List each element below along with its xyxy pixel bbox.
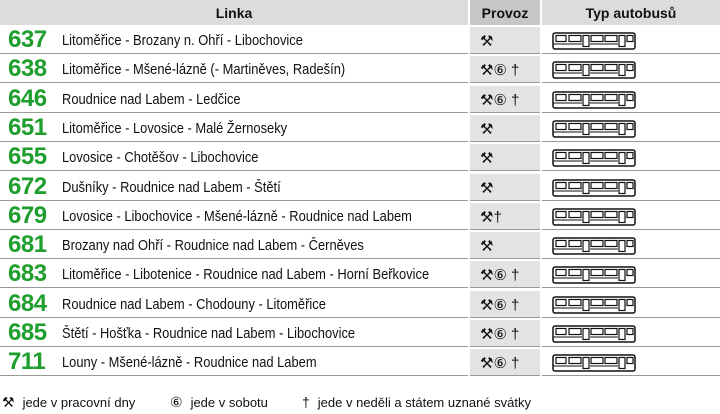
table-row	[0, 232, 720, 259]
table-row	[0, 115, 720, 142]
line-cell	[0, 56, 468, 83]
provoz-cell	[470, 291, 540, 318]
route-text: Dušníky - Roudnice nad Labem - Štětí	[62, 178, 281, 196]
provoz-symbols: ⚒	[480, 179, 494, 197]
route-text: Litoměřice - Libotenice - Roudnice nad Labem - Horní Beřkovice	[62, 266, 430, 284]
route-text: Lovosice - Libochovice - Mšené-lázně - Roudnice nad Labem	[62, 207, 412, 225]
bus-icon	[552, 266, 636, 284]
line-cell	[0, 115, 468, 142]
provoz-cell	[470, 320, 540, 347]
line-cell	[0, 349, 468, 376]
line-number: 711	[8, 348, 46, 376]
line-number: 637	[8, 26, 47, 53]
route-text: Roudnice nad Labem - Chodouny - Litoměřice	[62, 295, 326, 313]
bus-icon	[552, 149, 636, 167]
route-text: Roudnice nad Labem - Ledčice	[62, 90, 241, 108]
bus-type-cell	[542, 232, 720, 259]
provoz-cell	[470, 203, 540, 230]
line-cell	[0, 144, 468, 171]
line-number: 684	[8, 289, 47, 317]
route-text: Litoměřice - Mšené-lázně (- Martiněves, Radešín)	[62, 61, 346, 79]
route-text: Brozany nad Ohří - Roudnice nad Labem - Černěves	[62, 237, 364, 255]
line-number: 681	[8, 231, 47, 259]
provoz-symbols: ⚒	[480, 150, 494, 168]
bus-type-cell	[542, 86, 720, 113]
bus-type-cell	[542, 144, 720, 171]
table-row	[0, 86, 720, 113]
provoz-cell	[470, 261, 540, 288]
line-number: 655	[8, 143, 47, 171]
provoz-symbols: ⚒	[480, 33, 494, 50]
line-cell	[0, 86, 468, 113]
provoz-symbols: ⚒⑥ †	[480, 355, 520, 373]
bus-icon	[552, 61, 636, 79]
provoz-symbols: ⚒⑥ †	[480, 91, 520, 109]
legend-text: jede v sobotu	[190, 395, 268, 410]
line-number: 646	[8, 84, 47, 112]
bus-type-cell	[542, 291, 720, 318]
line-number: 651	[8, 113, 47, 141]
line-cell	[0, 232, 468, 259]
legend-text: jede v neděli a státem uznané svátky	[317, 395, 531, 410]
legend-item-sunday	[302, 392, 531, 413]
provoz-cell	[470, 144, 540, 171]
table-row	[0, 174, 720, 201]
table-row	[0, 27, 720, 54]
bus-type-cell	[542, 27, 720, 54]
line-cell	[0, 174, 468, 201]
bus-icon	[552, 179, 636, 197]
table-row	[0, 349, 720, 376]
provoz-cell	[470, 232, 540, 259]
legend-item-saturday	[170, 392, 268, 413]
header-typ-autobusu: Typ autobusů	[542, 0, 720, 25]
cross-icon: †	[302, 394, 310, 410]
line-number: 685	[8, 319, 47, 346]
table-row	[0, 56, 720, 83]
route-text: Litoměřice - Lovosice - Malé Žernoseky	[62, 119, 288, 137]
table-row	[0, 144, 720, 171]
line-cell	[0, 320, 468, 347]
provoz-cell	[470, 349, 540, 376]
legend-text: jede v pracovní dny	[22, 395, 136, 410]
route-text: Litoměřice - Brozany n. Ohří - Libochovice	[62, 32, 303, 49]
line-number: 679	[8, 201, 47, 229]
provoz-cell	[470, 115, 540, 142]
bus-icon	[552, 237, 636, 255]
header-provoz: Provoz	[470, 0, 540, 25]
route-text: Štětí - Hošťka - Roudnice nad Labem - Libochovice	[62, 325, 356, 342]
circled-six-icon: ⑥	[170, 394, 183, 410]
provoz-cell	[470, 86, 540, 113]
bus-icon	[552, 208, 636, 226]
legend	[0, 392, 720, 412]
line-number: 672	[8, 172, 47, 200]
bus-icon	[552, 354, 636, 372]
bus-icon	[552, 325, 636, 343]
table-row	[0, 291, 720, 318]
bus-icon	[552, 32, 636, 50]
line-cell	[0, 261, 468, 288]
provoz-symbols: ⚒⑥ †	[480, 267, 520, 285]
provoz-symbols: ⚒†	[480, 208, 502, 226]
line-cell	[0, 291, 468, 318]
provoz-symbols: ⚒⑥ †	[480, 296, 520, 314]
legend-item-workdays	[2, 392, 135, 413]
header-linka: Linka	[0, 0, 468, 25]
provoz-cell	[470, 27, 540, 54]
bus-type-cell	[542, 203, 720, 230]
line-number: 638	[8, 55, 47, 83]
provoz-symbols: ⚒⑥ †	[480, 62, 520, 80]
table-row	[0, 320, 720, 347]
route-text: Louny - Mšené-lázně - Roudnice nad Labem	[62, 354, 317, 372]
bus-type-cell	[542, 115, 720, 142]
bus-icon	[552, 91, 636, 109]
provoz-cell	[470, 56, 540, 83]
bus-icon	[552, 120, 636, 138]
provoz-symbols: ⚒	[480, 238, 494, 256]
bus-type-cell	[542, 320, 720, 347]
table-header	[0, 0, 720, 27]
bus-type-cell	[542, 56, 720, 83]
table-row	[0, 203, 720, 230]
provoz-symbols: ⚒⑥ †	[480, 326, 520, 343]
bus-type-cell	[542, 261, 720, 288]
bus-icon	[552, 296, 636, 314]
bus-type-cell	[542, 349, 720, 376]
bus-type-cell	[542, 174, 720, 201]
route-text: Lovosice - Chotěšov - Libochovice	[62, 149, 259, 167]
line-number: 683	[8, 260, 47, 288]
table-row	[0, 261, 720, 288]
provoz-symbols: ⚒	[480, 120, 494, 138]
hammers-icon: ⚒	[2, 394, 15, 410]
line-cell	[0, 203, 468, 230]
provoz-cell	[470, 174, 540, 201]
line-cell	[0, 27, 468, 54]
